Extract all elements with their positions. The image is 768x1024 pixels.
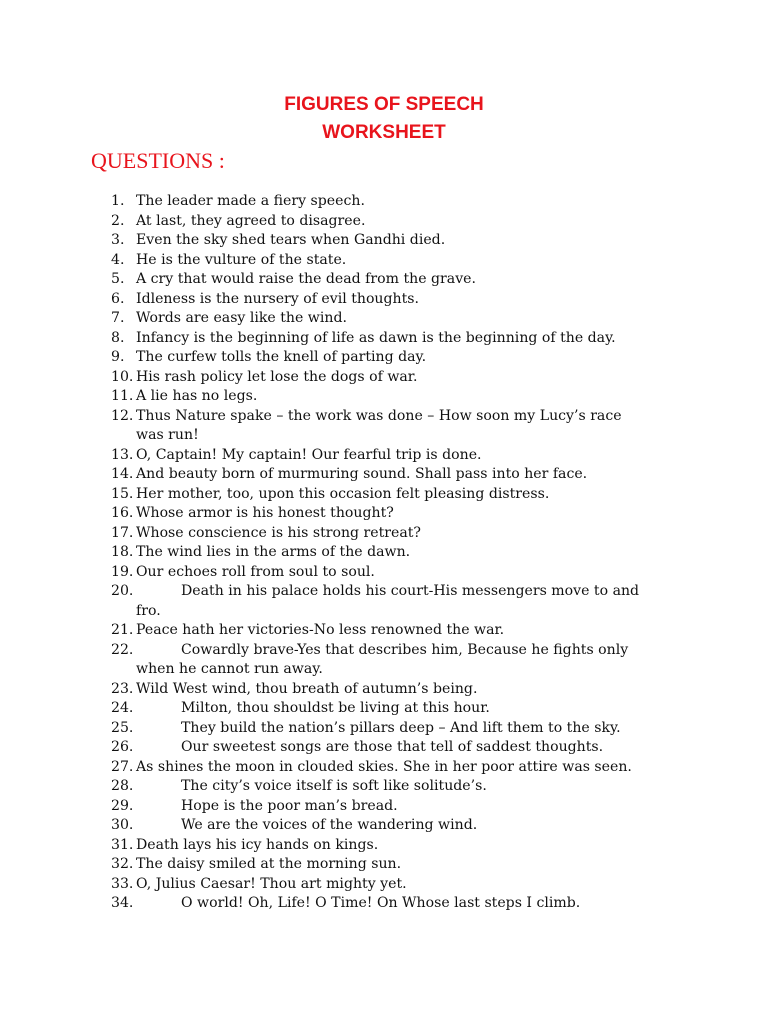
question-number: 1. bbox=[111, 193, 125, 209]
question-text: The leader made a fiery speech. bbox=[136, 193, 365, 209]
question-list bbox=[0, 192, 768, 914]
question-item bbox=[0, 797, 768, 817]
question-text: Our sweetest songs are those that tell of saddest thoughts. bbox=[181, 739, 604, 755]
question-item bbox=[0, 212, 768, 232]
question-text-continuation: fro. bbox=[136, 602, 161, 619]
question-number: 31. bbox=[111, 836, 134, 853]
question-text: And beauty born of murmuring sound. Shall pass into her face. bbox=[136, 466, 588, 482]
questions-heading: QUESTIONS : bbox=[91, 148, 225, 173]
question-number: 11. bbox=[111, 388, 134, 404]
question-number: 20. bbox=[111, 583, 134, 599]
question-text-continuation: when he cannot run away. bbox=[136, 661, 323, 677]
question-text: O world! Oh, Life! O Time! On Whose last steps I climb. bbox=[181, 895, 581, 911]
question-item bbox=[0, 504, 768, 524]
question-text: Whose conscience is his strong retreat? bbox=[136, 524, 421, 541]
question-text: They build the nation’s pillars deep – And lift them to the sky. bbox=[181, 719, 621, 736]
question-number: 26. bbox=[111, 739, 134, 755]
question-text: At last, they agreed to disagree. bbox=[136, 212, 366, 229]
question-item bbox=[0, 875, 768, 895]
question-text: Infancy is the beginning of life as dawn is the beginning of the day. bbox=[136, 329, 616, 346]
question-text-continuation: was run! bbox=[136, 427, 199, 443]
question-text: Our echoes roll from soul to soul. bbox=[136, 563, 375, 580]
question-item bbox=[0, 641, 768, 661]
question-text: Thus Nature spake – the work was done – How soon my Lucy’s race bbox=[136, 407, 622, 424]
question-item bbox=[0, 680, 768, 700]
question-text: Death lays his icy hands on kings. bbox=[136, 836, 379, 853]
question-item bbox=[0, 465, 768, 485]
question-item bbox=[0, 621, 768, 641]
question-number: 32. bbox=[111, 856, 134, 872]
question-text: Death in his palace holds his court-His messengers move to and bbox=[181, 583, 640, 599]
question-number: 19. bbox=[111, 563, 134, 580]
question-text: O, Julius Caesar! Thou art mighty yet. bbox=[136, 875, 407, 892]
question-item bbox=[0, 387, 768, 407]
question-item bbox=[0, 270, 768, 290]
question-number: 34. bbox=[111, 895, 134, 911]
question-number: 24. bbox=[111, 700, 134, 716]
question-item bbox=[0, 855, 768, 875]
question-item bbox=[0, 231, 768, 251]
question-item bbox=[0, 290, 768, 310]
question-text: Peace hath her victories-No less renowned the war. bbox=[136, 622, 505, 638]
question-number: 25. bbox=[111, 719, 134, 736]
question-number: 6. bbox=[111, 290, 125, 307]
question-text: The city’s voice itself is soft like solitude’s. bbox=[181, 778, 487, 794]
question-number: 27. bbox=[111, 758, 134, 775]
question-text: Idleness is the nursery of evil thoughts. bbox=[136, 290, 419, 307]
question-item-continuation bbox=[0, 426, 768, 446]
question-number: 2. bbox=[111, 212, 125, 229]
question-item bbox=[0, 524, 768, 544]
question-number: 33. bbox=[111, 875, 134, 892]
question-number: 9. bbox=[111, 349, 125, 365]
question-item bbox=[0, 777, 768, 797]
question-item bbox=[0, 251, 768, 271]
question-number: 7. bbox=[111, 310, 125, 326]
question-item bbox=[0, 738, 768, 758]
question-item bbox=[0, 348, 768, 368]
question-number: 17. bbox=[111, 524, 134, 541]
question-number: 15. bbox=[111, 485, 134, 502]
question-item bbox=[0, 446, 768, 466]
question-number: 4. bbox=[111, 251, 125, 268]
question-item bbox=[0, 582, 768, 602]
question-number: 23. bbox=[111, 680, 134, 697]
question-text: Even the sky shed tears when Gandhi died. bbox=[136, 232, 446, 248]
question-text: Words are easy like the wind. bbox=[136, 310, 347, 326]
question-item bbox=[0, 485, 768, 505]
question-item-continuation bbox=[0, 602, 768, 622]
question-item bbox=[0, 836, 768, 856]
question-item bbox=[0, 309, 768, 329]
question-item bbox=[0, 816, 768, 836]
question-text: The curfew tolls the knell of parting day. bbox=[136, 349, 427, 365]
question-item bbox=[0, 329, 768, 349]
question-number: 28. bbox=[111, 778, 134, 794]
question-text: The wind lies in the arms of the dawn. bbox=[136, 544, 411, 560]
question-item bbox=[0, 894, 768, 914]
question-text: He is the vulture of the state. bbox=[136, 251, 347, 268]
question-number: 10. bbox=[111, 368, 134, 385]
question-item bbox=[0, 407, 768, 427]
question-number: 3. bbox=[111, 232, 125, 248]
question-number: 14. bbox=[111, 466, 134, 482]
question-text: The daisy smiled at the morning sun. bbox=[136, 856, 402, 872]
question-text: O, Captain! My captain! Our fearful trip is done. bbox=[136, 446, 482, 463]
question-text: A lie has no legs. bbox=[136, 388, 258, 404]
question-text: Hope is the poor man’s bread. bbox=[181, 797, 398, 814]
question-text: As shines the moon in clouded skies. She in her poor attire was seen. bbox=[136, 758, 632, 775]
question-number: 16. bbox=[111, 505, 134, 521]
question-text: His rash policy let lose the dogs of war. bbox=[136, 368, 418, 385]
question-text: We are the voices of the wandering wind. bbox=[181, 817, 478, 833]
question-number: 29. bbox=[111, 797, 134, 814]
question-text: Cowardly brave-Yes that describes him, Because he fights only bbox=[181, 641, 629, 658]
question-item bbox=[0, 719, 768, 739]
question-item bbox=[0, 699, 768, 719]
question-item bbox=[0, 192, 768, 212]
question-number: 8. bbox=[111, 329, 125, 346]
question-number: 18. bbox=[111, 544, 134, 560]
question-text: A cry that would raise the dead from the grave. bbox=[136, 271, 476, 287]
question-text: Her mother, too, upon this occasion felt pleasing distress. bbox=[136, 485, 550, 502]
question-number: 13. bbox=[111, 446, 134, 463]
question-text: Milton, thou shouldst be living at this hour. bbox=[181, 700, 490, 716]
question-number: 21. bbox=[111, 622, 134, 638]
question-number: 5. bbox=[111, 271, 125, 287]
question-text: Whose armor is his honest thought? bbox=[136, 505, 394, 521]
question-item bbox=[0, 563, 768, 583]
question-number: 22. bbox=[111, 641, 134, 658]
question-item bbox=[0, 543, 768, 563]
question-number: 12. bbox=[111, 407, 134, 424]
question-item bbox=[0, 368, 768, 388]
question-item-continuation bbox=[0, 660, 768, 680]
worksheet-title: FIGURES OF SPEECH bbox=[284, 94, 484, 115]
worksheet-subtitle: WORKSHEET bbox=[322, 122, 446, 143]
question-item bbox=[0, 758, 768, 778]
question-text: Wild West wind, thou breath of autumn’s being. bbox=[136, 680, 478, 697]
question-number: 30. bbox=[111, 817, 134, 833]
